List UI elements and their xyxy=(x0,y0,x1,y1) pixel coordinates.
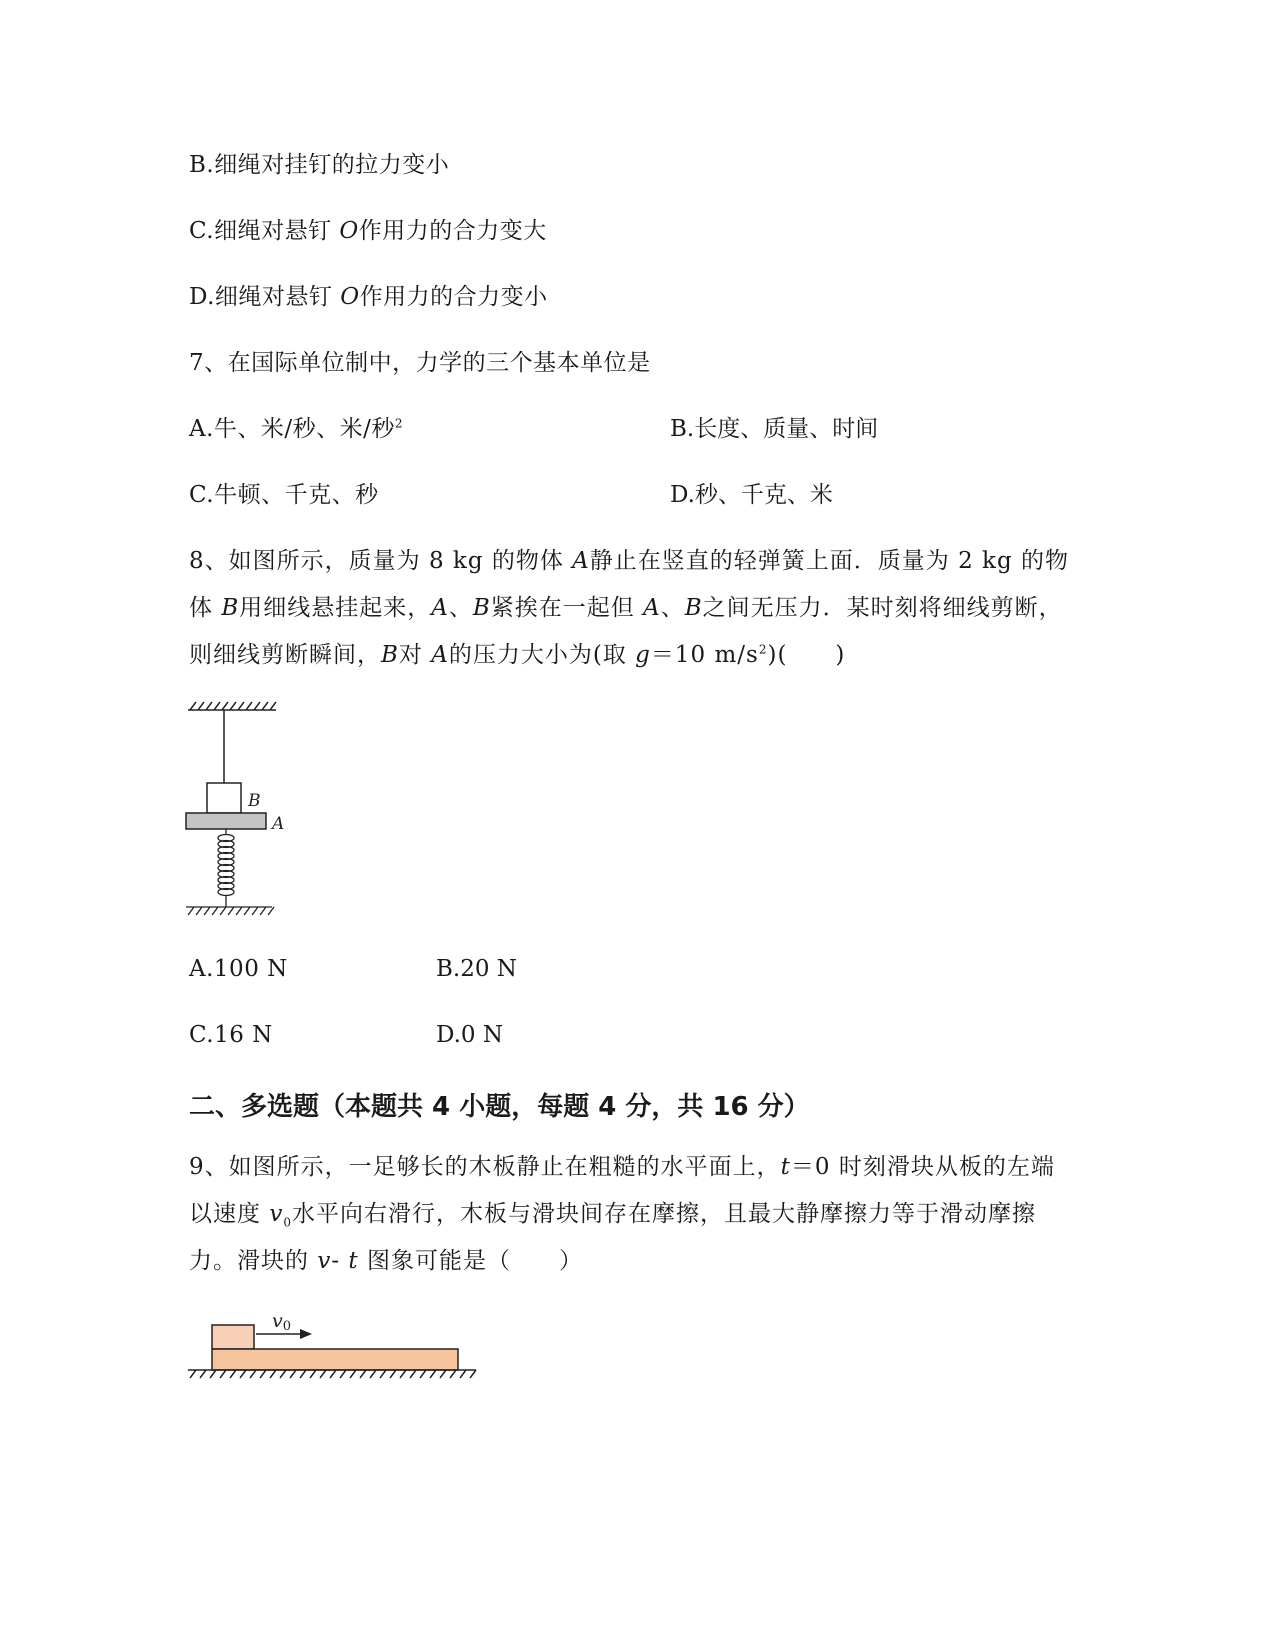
section-heading-multiple-choice: 二、多选题（本题共 4 小题，每题 4 分，共 16 分） xyxy=(189,1092,810,1122)
q6-option-d: D.细绳对悬钉 O作用力的合力变小 xyxy=(189,284,548,310)
q7-option-b: B.长度、质量、时间 xyxy=(670,416,879,442)
q8-option-a: A.100 N xyxy=(189,956,288,982)
q9-stem-line2: 以速度 $v_0$水平向右滑行，木板与滑块间存在摩擦，且最大静摩擦力等于滑动摩擦 xyxy=(189,1201,1036,1230)
q9-stem-line1: 9、如图所示，一足够长的木板静止在粗糙的水平面上，t＝0 时刻滑块从板的左端 xyxy=(189,1154,1055,1180)
q9-board-figure xyxy=(180,1310,500,1400)
wooden-board xyxy=(212,1349,458,1370)
q8-option-c: C.16 N xyxy=(189,1022,273,1048)
slider-block xyxy=(212,1325,254,1349)
label-a: A xyxy=(272,814,285,834)
q9-stem-line3: 力。滑块的 v- t 图象可能是（ ） xyxy=(189,1248,583,1274)
q8-stem-line1: 8、如图所示，质量为 8 kg 的物体 A静止在竖直的轻弹簧上面．质量为 2 kg 的物 xyxy=(189,548,1070,574)
label-b: B xyxy=(248,791,261,811)
q8-stem-line3: 则细线剪断瞬间，B对 A的压力大小为(取 g＝10 $m/s^2$)( ) xyxy=(189,642,846,668)
q6-option-b: B.细绳对挂钉的拉力变小 xyxy=(189,152,450,178)
q8-option-b: B.20 N xyxy=(436,956,517,982)
q8-stem-line2: 体 B用细线悬挂起来，A、B紧挨在一起但 A、B之间无压力．某时刻将细线剪断， xyxy=(189,595,1063,621)
q7-option-d: D.秒、千克、米 xyxy=(670,482,833,508)
block-a xyxy=(186,813,266,829)
q7-stem: 7、在国际单位制中，力学的三个基本单位是 xyxy=(189,350,651,376)
q8-spring-figure xyxy=(180,695,310,925)
q7-option-c: C.牛顿、千克、秒 xyxy=(189,482,379,508)
q6-option-c: C.细绳对悬钉 O作用力的合力变大 xyxy=(189,218,547,244)
velocity-label: v0 xyxy=(272,1310,292,1334)
q7-option-a: A.牛、米/秒、米/秒$^2$ xyxy=(189,416,404,442)
q8-option-d: D.0 N xyxy=(436,1022,504,1048)
block-b xyxy=(207,783,241,813)
velocity-arrow-head xyxy=(300,1329,312,1339)
